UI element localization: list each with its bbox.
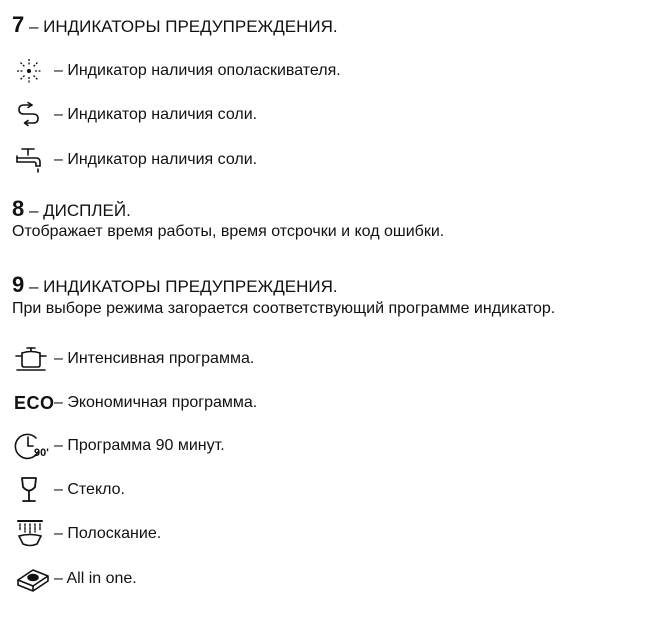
program-label-glass: – Стекло.	[54, 481, 125, 498]
section-8-number: 8	[12, 196, 25, 221]
program-row-intensive	[14, 344, 254, 374]
eco-icon-text: ECO	[14, 392, 55, 413]
indicator-row-salt	[14, 100, 257, 130]
indicator-row-rinse-aid	[14, 56, 341, 86]
section-7-title: ИНДИКАТОРЫ ПРЕДУПРЕЖДЕНИЯ.	[43, 17, 338, 36]
section-9-heading	[12, 272, 338, 298]
section-9-dash: –	[24, 277, 44, 296]
program-row-rinse	[14, 519, 161, 549]
section-8-description: Отображает время работы, время отсрочки и код ошибки.	[12, 223, 445, 240]
section-7-number: 7	[12, 12, 25, 37]
section-7-dash: –	[24, 17, 44, 36]
rinse-aid-icon	[14, 56, 54, 86]
section-8-title: ДИСПЛЕЙ.	[43, 201, 131, 220]
indicator-label-salt: – Индикатор наличия соли.	[54, 106, 258, 123]
section-8-dash: –	[24, 201, 44, 220]
program-label-all-in-one: – All in one.	[54, 570, 137, 587]
section-9-number: 9	[12, 272, 25, 297]
all-in-one-tablet-icon	[14, 564, 54, 594]
rinse-shower-icon	[14, 519, 54, 549]
program-row-glass	[14, 475, 125, 505]
program-row-eco	[14, 388, 257, 418]
clock-90-icon-text: 90'	[34, 447, 49, 459]
clock-90-icon	[14, 431, 54, 461]
intensive-pot-icon	[14, 344, 54, 374]
eco-text-icon	[14, 388, 54, 418]
program-label-eco: – Экономичная программа.	[54, 394, 258, 411]
section-8-heading	[12, 196, 131, 222]
indicator-label-rinse-aid: – Индикатор наличия ополаскивателя.	[54, 62, 341, 79]
program-label-intensive: – Интенсивная программа.	[54, 350, 255, 367]
section-9-description: При выборе режима загорается соответствующий программе индикатор.	[12, 300, 556, 317]
indicator-label-water-tap: – Индикатор наличия соли.	[54, 151, 258, 168]
section-7-heading	[12, 12, 338, 38]
salt-icon	[14, 100, 54, 130]
glass-icon	[14, 475, 54, 505]
section-9-title: ИНДИКАТОРЫ ПРЕДУПРЕЖДЕНИЯ.	[43, 277, 338, 296]
indicator-row-water-tap	[14, 145, 257, 175]
program-row-all-in-one	[14, 564, 137, 594]
program-label-90-min: – Программа 90 минут.	[54, 437, 225, 454]
program-label-rinse: – Полоскание.	[54, 525, 162, 542]
program-row-90-min	[14, 431, 225, 461]
water-tap-icon	[14, 145, 54, 175]
